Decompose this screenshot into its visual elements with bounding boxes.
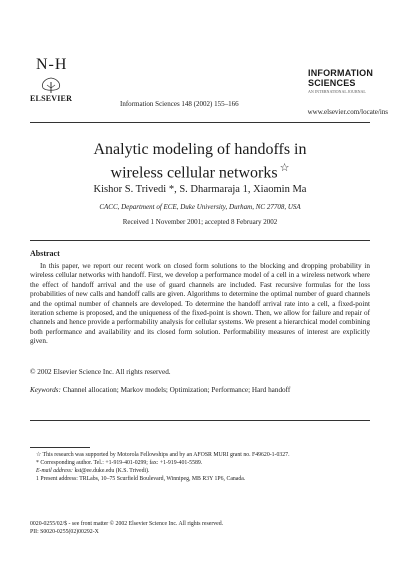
journal-reference: Information Sciences 148 (2002) 155–166 — [120, 100, 239, 108]
journal-url[interactable]: www.elsevier.com/locate/ins — [307, 108, 388, 116]
received-dates: Received 1 November 2001; accepted 8 February 2002 — [122, 218, 278, 226]
logo-monogram: N-H — [36, 56, 68, 73]
article-title — [30, 140, 370, 182]
keywords-label: Keywords: — [30, 386, 61, 394]
title-line-1: Analytic modeling of handoffs in — [93, 141, 307, 158]
tree-icon — [38, 76, 64, 94]
title-line-2 — [30, 159, 370, 182]
email-owner: (K.S. Trivedi). — [115, 468, 150, 474]
email-link[interactable]: kst@ee.duke.edu — [74, 468, 115, 474]
title-star-icon: ☆ — [279, 162, 290, 174]
pii-line: PII: S0020-0255(02)00292-X — [30, 529, 99, 535]
keywords-list: Channel allocation; Markov models; Optimization; Performance; Hard handoff — [62, 386, 291, 394]
footnote-corresponding: * Corresponding author. Tel.: +1-919-401-0299; fax: +1-919-401-5589. — [36, 460, 203, 466]
abstract-heading: Abstract — [30, 249, 60, 258]
header-rule — [30, 122, 370, 123]
copyright-line: © 2002 Elsevier Science Inc. All rights reserved. — [30, 368, 171, 376]
footnote-rule — [30, 447, 90, 448]
email-label: E-mail address: — [36, 468, 73, 474]
footnote-funding: ☆ This research was supported by Motorola Fellowships and by an AFOSR MURI grant no. F49620-1-0327. — [36, 452, 290, 458]
keywords — [30, 386, 370, 395]
footnote-present-address: 1 Present address: TRLabs, 10–75 Scurfield Boulevard, Winnipeg, MB R3Y 1P6, Canada. — [36, 476, 246, 482]
journal-brand — [308, 68, 388, 94]
title-line-2-text: wireless cellular networks — [110, 164, 278, 182]
abstract-rule — [30, 240, 370, 241]
brand-tagline: AN INTERNATIONAL JOURNAL — [308, 89, 366, 94]
footnote-email — [30, 467, 370, 475]
brand-line-1: INFORMATION — [308, 68, 374, 78]
publisher-logo — [30, 56, 72, 106]
issn-line: 0020-0255/02/$ - see front matter © 2002 Elsevier Science Inc. All rights reserved. — [30, 521, 224, 527]
author-list: Kishor S. Trivedi *, S. Dharmaraja 1, Xiaomin Ma — [93, 184, 307, 195]
affiliation: CACC, Department of ECE, Duke University, Durham, NC 27708, USA — [99, 203, 301, 211]
keywords-rule — [30, 420, 370, 421]
abstract-body: In this paper, we report our recent work on closed form solutions to the blocking and dropping probability in wireless cellular networks with handoff. First, we develop a performance model of a cell in a wireless network where the effect of handoff arrival and the use of guard channels are included. Fast recursive formulas for the loss probabilities of new calls and handoff calls are given. Algorithms to determine the optimal number of guard channels and the optimal number of channels are developed. To determine the handoff arrival rate into a cell, a fixed-point iteration scheme is proposed, and the uniqueness of the fixed-point is shown. Then, we allow for failure and repair of channels and hence provide a performability analysis for cellular systems. We present a hierarchical model combining both performance and availability and its closed form solution. Performability measures of interest are explicitly given. — [30, 262, 370, 346]
publisher-name: ELSEVIER — [30, 94, 73, 103]
bottom-identifiers — [30, 520, 223, 536]
brand-line-2: SCIENCES — [308, 78, 356, 88]
footnotes — [30, 451, 370, 483]
